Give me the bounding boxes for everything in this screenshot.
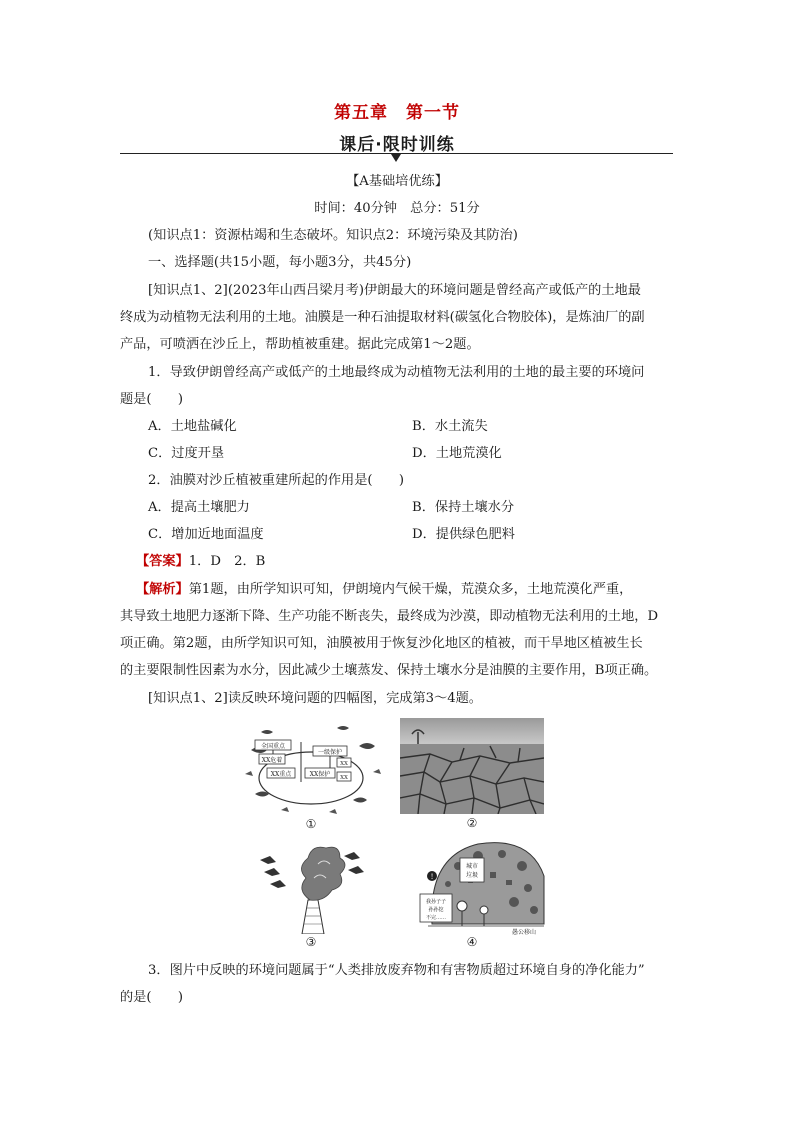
figure-4-sign-line1: 城市 xyxy=(465,863,479,870)
knowledge-points: (知识点1：资源枯竭和生态破坏。知识点2：环境污染及其防治) xyxy=(148,228,518,243)
figure-1-label: ① xyxy=(305,817,317,831)
section-title: 【A基础培优练】 xyxy=(346,174,448,189)
figure-1-sign-4: XX重点 xyxy=(270,771,292,778)
time-score: 时间：40分钟 总分：51分 xyxy=(314,201,480,216)
figure-3-chimney-smoke xyxy=(256,838,366,934)
analysis-tag: 【解析】 xyxy=(136,582,189,597)
q3-stem-line1: 3．图片中反映的环境问题属于“人类排放废弃物和有害物质超过环境自身的净化能力” xyxy=(148,963,645,978)
q1-option-b: B．水土流失 xyxy=(412,419,488,434)
figure-1-sign-6: XX xyxy=(340,761,348,767)
figure-2-drawing xyxy=(400,718,544,814)
q2-stem: 2．油膜对沙丘植被重建所起的作用是( ) xyxy=(148,473,405,488)
figure-1-sign-1: 全国重点 xyxy=(260,743,286,750)
q1-stem-line1: 1．导致伊朗曾经高产或低产的土地最终成为动植物无法利用的土地的最主要的环境问 xyxy=(148,365,645,380)
answer-line xyxy=(136,552,692,572)
header-rule-marker xyxy=(391,154,401,162)
page-subtitle: 课后·限时训练 xyxy=(339,135,455,155)
q2-option-c: C．增加近地面温度 xyxy=(148,527,264,542)
figure-1-sign-5: XX保护 xyxy=(309,771,331,778)
q2-option-a: A．提高土壤肥力 xyxy=(148,500,250,515)
q1-option-d: D．土地荒漠化 xyxy=(412,446,502,461)
q2-option-b: B．保持土壤水分 xyxy=(412,500,515,515)
q3-stem-line2: 的是( ) xyxy=(120,990,184,1005)
chapter-title: 第五章 第一节 xyxy=(334,103,460,123)
answer-text: 1．D 2．B xyxy=(188,554,266,569)
figure-4-drawing xyxy=(418,836,548,936)
q1-stem-line2: 题是( ) xyxy=(120,392,184,407)
q2-option-d: D．提供绿色肥料 xyxy=(412,527,515,542)
figure-4-garbage-cartoon xyxy=(418,836,548,936)
figure-4-speech-line2: 孙孙挖 xyxy=(428,907,444,913)
figure-3-label: ③ xyxy=(305,935,317,949)
figure-4-label: ④ xyxy=(466,935,478,949)
answer-tag: 【答案】 xyxy=(136,554,189,569)
analysis-line2: 其导致土地肥力逐渐下降、生产功能不断丧失，最终成为沙漠，即动植物无法利用的土地，D xyxy=(120,609,659,624)
analysis-line4: 的主要限制性因素为水分，因此减少土壤蒸发、保持土壤水分是油膜的主要作用，B项正确。 xyxy=(120,663,658,678)
figure-3-drawing xyxy=(256,838,366,934)
passage1-line2: 终成为动植物无法利用的土地。油膜是一种石油提取材料(碳氢化合物胶体)，是炼油厂的副 xyxy=(120,310,645,325)
figure-4-sign-line2: 垃圾 xyxy=(465,872,479,879)
passage1-line3: 产品，可喷洒在沙丘上，帮助植被重建。据此完成第1～2题。 xyxy=(120,337,480,352)
figure-1-protected-area-cartoon xyxy=(241,720,381,816)
figure-2-label: ② xyxy=(466,816,478,830)
figure-4-caption: 愚公移山 xyxy=(511,929,537,936)
figure-1-sign-3: XX危着 xyxy=(261,757,283,764)
analysis-text-1: 第1题，由所学知识可知，伊朗境内气候干燥，荒漠众多，土地荒漠化严重， xyxy=(188,582,633,597)
svg-text:!: ! xyxy=(430,873,434,881)
passage2: [知识点1、2]读反映环境问题的四幅图，完成第3～4题。 xyxy=(148,691,482,706)
q1-option-a: A．土地盐碱化 xyxy=(148,419,237,434)
figure-1-sign-7: XX xyxy=(340,775,348,781)
figure-4-speech-line1: 我孙子子 xyxy=(425,899,447,905)
figure-2-cracked-land-photo xyxy=(400,718,544,814)
section-heading: 一、选择题(共15小题，每小题3分，共45分) xyxy=(148,255,412,270)
q1-option-c: C．过度开垦 xyxy=(148,446,225,461)
analysis-line1 xyxy=(136,580,692,600)
figure-1-drawing xyxy=(241,720,381,816)
analysis-line3: 项正确。第2题，由所学知识可知，油膜被用于恢复沙化地区的植被，而干旱地区植被生长 xyxy=(120,636,643,651)
figure-4-speech-line3: 不完…… xyxy=(425,915,447,921)
figure-1-sign-2: 一级保护 xyxy=(317,749,343,756)
passage1-line1: [知识点1、2](2023年山西吕梁月考)伊朗最大的环境问题是曾经高产或低产的土地最 xyxy=(148,283,641,298)
